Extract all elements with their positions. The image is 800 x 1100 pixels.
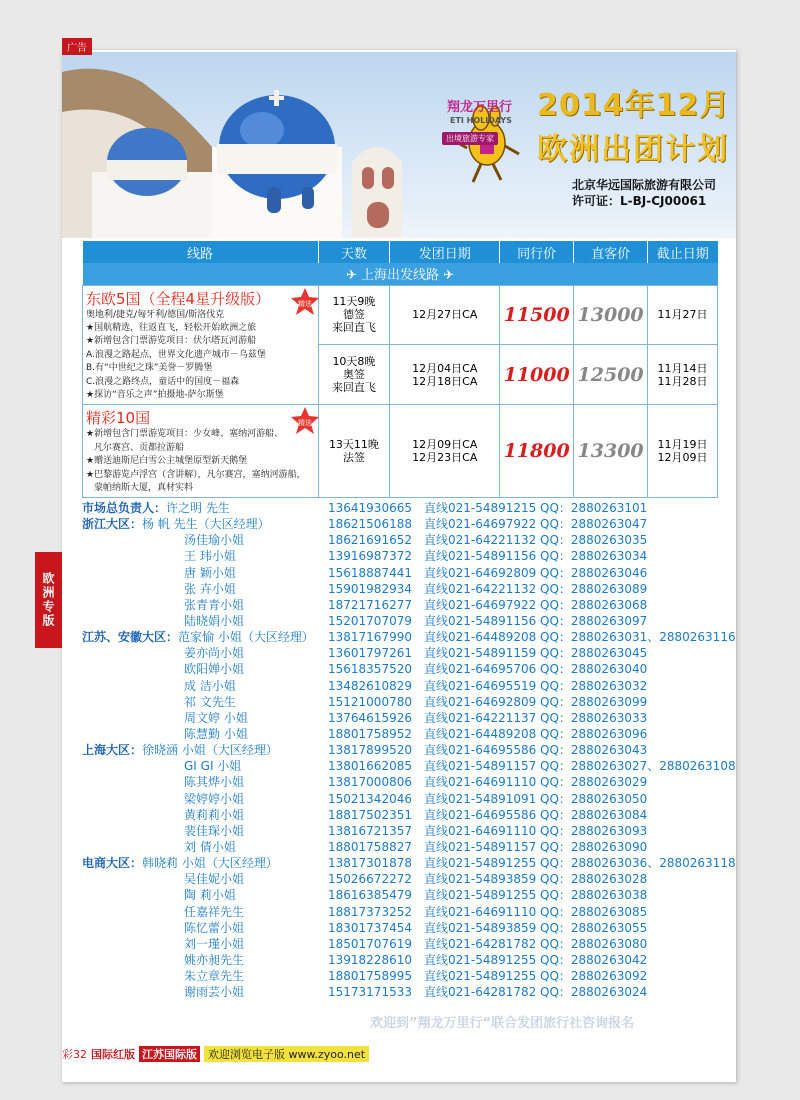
contact-name: 汤佳瑜小姐 [184, 533, 245, 548]
contact-name: 梁婷婷小姐 [184, 791, 245, 806]
contact-phone: 18817373252 [328, 904, 412, 919]
featured-badge-icon [290, 407, 320, 435]
plane-icon: ✈ [439, 268, 455, 284]
contact-phone: 15618887441 [328, 565, 412, 580]
section-header [83, 263, 718, 285]
contact-qq: QQ：2880263027、2880263108 [540, 759, 736, 774]
col-peer-price: 同行价 [500, 241, 574, 263]
contact-phone: 13801662085 [328, 759, 412, 774]
deadline-cell: 11月27日 [648, 285, 718, 345]
welcome-text: 欢迎到”翔龙万里行“联合发团旅行社咨询报名 [370, 1016, 635, 1031]
route-desc-line: ★国航精选，往返直飞，轻松开始欧洲之旅 [86, 322, 257, 333]
contact-direct-line: 直线021-54893859 [424, 920, 537, 935]
contact-phone: 13916987372 [328, 549, 412, 564]
deadline-cell: 11月14日 11月28日 [648, 345, 718, 405]
contact-direct-line: 直线021-54891157 [424, 839, 537, 854]
contact-row [82, 645, 732, 661]
contact-phone: 18501707619 [328, 936, 412, 951]
contact-direct-line: 直线021-54891159 [424, 646, 537, 661]
col-deadline: 截止日期 [648, 241, 718, 263]
contact-qq: QQ：2880263042 [540, 952, 648, 967]
contact-phone: 15618357520 [328, 662, 412, 677]
contact-row [82, 936, 732, 952]
contact-phone: 13817301878 [328, 856, 412, 871]
departure-cell: 12月04日CA 12月18日CA [390, 345, 500, 405]
contact-row [82, 661, 732, 677]
contact-qq: QQ：2880263028 [540, 872, 648, 887]
contact-phone: 13482610829 [328, 678, 412, 693]
contact-phone: 13817167990 [328, 630, 412, 645]
contact-direct-line: 直线021-54891156 [424, 613, 537, 628]
contact-name: 吴佳妮小姐 [184, 872, 245, 887]
license-number: 许可证：L-BJ-CJ00061 [572, 194, 707, 208]
route-desc-line: 蒙帕纳斯大厦，真材实料 [94, 482, 194, 493]
contact-name: 任嘉祥先生 [184, 904, 245, 919]
contact-row [82, 871, 732, 887]
contact-phone: 15021342046 [328, 791, 412, 806]
contact-direct-line: 直线021-64281782 [424, 985, 537, 1000]
peer-price: 11500 [500, 285, 574, 345]
contact-name: 祁 文先生 [184, 694, 236, 709]
contact-direct-line: 直线021-54891255 [424, 888, 537, 903]
contact-direct-line: 直线021-54893859 [424, 872, 537, 887]
contact-qq: QQ：2880263089 [540, 581, 648, 596]
contact-name: 张 卉小姐 [184, 581, 236, 596]
contact-phone: 13817899520 [328, 743, 412, 758]
sidebar-label: 欧洲专版 [35, 552, 62, 648]
contact-row [82, 694, 732, 710]
contact-qq: QQ：2880263040 [540, 662, 648, 677]
contact-name: 陶 莉小姐 [184, 888, 236, 903]
contact-row [82, 823, 732, 839]
contact-direct-line: 直线021-64691110 [424, 904, 537, 919]
contact-direct-line: 直线021-64692809 [424, 694, 537, 709]
contact-name: 张青青小姐 [184, 597, 245, 612]
contact-phone: 15173171533 [328, 985, 412, 1000]
contact-name: 陆晓娟小姐 [184, 613, 245, 628]
contact-name: 成 洁小姐 [184, 678, 236, 693]
route-name: 精彩10国 [86, 409, 151, 428]
region-manager-label: 浙江大区：杨 帆 先生（大区经理） [82, 517, 270, 532]
contact-row [82, 532, 732, 548]
deadline-cell: 11月19日 12月09日 [648, 405, 718, 498]
route-desc-line: ★赠送迪斯尼白雪公主城堡原型新天鹅堡 [86, 456, 248, 467]
departure-cell: 12月27日CA [390, 285, 500, 345]
page-number: 彩32 [62, 1048, 87, 1061]
contact-direct-line: 直线021-64695706 [424, 662, 537, 677]
contact-row [82, 613, 732, 629]
section-name: 国际红版 [91, 1048, 135, 1061]
days-cell: 10天8晚 奥签 来回直飞 [318, 345, 390, 405]
contact-qq: QQ：2880263032 [540, 678, 648, 693]
contact-qq: QQ：2880263047 [540, 517, 648, 532]
contact-direct-line: 直线021-64281782 [424, 936, 537, 951]
contact-phone: 18621506188 [328, 517, 412, 532]
contact-row [82, 984, 732, 1000]
contact-qq: QQ：2880263101 [540, 501, 648, 515]
contact-name: 刘一瑾小姐 [184, 936, 245, 951]
peer-price: 11000 [500, 345, 574, 405]
contact-qq: QQ：2880263084 [540, 807, 648, 822]
contact-row [82, 839, 732, 855]
route-desc-line: ★新增包含门票游览项目：伏尔塔瓦河游船 [86, 336, 257, 347]
region-manager-label: 电商大区：韩晓莉 小姐（大区经理） [82, 856, 278, 871]
contact-row [82, 791, 732, 807]
table-row [83, 405, 718, 498]
contact-qq: QQ：2880263068 [540, 597, 648, 612]
featured-badge-icon [290, 288, 320, 316]
contact-row [82, 678, 732, 694]
contact-name: 姚亦昶先生 [184, 952, 245, 967]
region-manager-label: 上海大区：徐晓涵 小姐（大区经理） [82, 743, 278, 758]
contact-row [82, 807, 732, 823]
contact-direct-line: 直线021-64692809 [424, 565, 537, 580]
contact-qq: QQ：2880263038 [540, 888, 648, 903]
contact-qq: QQ：2880263033 [540, 710, 648, 725]
days-cell: 13天11晚 法签 [318, 405, 390, 498]
contact-phone: 18801758827 [328, 839, 412, 854]
retail-price: 12500 [574, 345, 648, 405]
contact-direct-line: 直线021-64489208 [424, 726, 537, 741]
days-cell: 11天9晚 德签 来回直飞 [318, 285, 390, 345]
brand-name-en: ETI HOLIDAYS [450, 116, 512, 125]
contact-phone: 18801758995 [328, 969, 412, 984]
contact-row [82, 952, 732, 968]
contact-direct-line: 直线021-64221132 [424, 581, 537, 596]
contact-phone: 18621691652 [328, 533, 412, 548]
contact-name: 朱立章先生 [184, 969, 245, 984]
route-desc-line: 凡尔赛宫、贡都拉游船 [94, 442, 185, 453]
retail-price: 13000 [574, 285, 648, 345]
departure-cell: 12月09日CA 12月23日CA [390, 405, 500, 498]
website-link[interactable]: 欢迎浏览电子版 www.zyoo.net [204, 1046, 369, 1062]
contact-direct-line: 直线021-64691110 [424, 775, 537, 790]
contact-name: 陈忆蕾小姐 [184, 920, 245, 935]
route-desc-line: ★巴黎游览卢浮宫（含讲解），凡尔赛宫，塞纳河游船， [86, 469, 306, 480]
route-desc-line: ★新增包含门票游览项目：少女峰、塞纳河游船、 [86, 429, 284, 440]
ad-tag: 广告 [62, 38, 92, 55]
contact-direct-line: 直线021-64691110 [424, 823, 537, 838]
contact-name: 刘 倩小姐 [184, 839, 236, 854]
contact-direct-line: 直线021-64695586 [424, 807, 537, 822]
route-cell [83, 405, 319, 498]
contact-qq: QQ：2880263024 [540, 985, 648, 1000]
contact-row [82, 855, 736, 871]
brand-slogan: 出境旅游专家 [442, 132, 498, 145]
company-name: 北京华远国际旅游有限公司 [572, 178, 717, 192]
route-desc-line: C.浪漫之路终点，童话中的国度－福森 [86, 376, 240, 387]
contact-row [82, 904, 732, 920]
contact-phone: 13918228610 [328, 952, 412, 967]
contact-qq: QQ：2880263085 [540, 904, 648, 919]
contact-qq: QQ：2880263090 [540, 839, 648, 854]
contact-row [82, 968, 732, 984]
contact-name: 姜亦尚小姐 [184, 646, 245, 661]
contact-qq: QQ：2880263036、2880263118 [540, 856, 736, 871]
contact-row [82, 565, 732, 581]
contact-qq: QQ：2880263046 [540, 565, 648, 580]
contact-qq: QQ：2880263031、2880263116 [540, 630, 736, 645]
contact-direct-line: 直线021-54891255 [424, 969, 537, 984]
contact-name: 陈其烨小姐 [184, 775, 245, 790]
route-desc-line: A.浪漫之路起点，世界文化遗产城市－乌兹堡 [86, 349, 266, 360]
contact-direct-line: 直线021-54891255 [424, 856, 537, 871]
contact-name: 陈慧勤 小姐 [184, 726, 248, 741]
contact-phone: 13817000806 [328, 775, 412, 790]
contact-phone: 15901982934 [328, 581, 412, 596]
contact-qq: QQ：2880263045 [540, 646, 648, 661]
route-table [82, 241, 718, 498]
col-retail-price: 直客价 [574, 241, 648, 263]
route-desc-line: B.有“中世纪之珠”美誉－罗腾堡 [86, 363, 213, 374]
contact-direct-line: 直线021-64697922 [424, 597, 537, 612]
contact-row [82, 597, 732, 613]
route-desc-line: ★探访“音乐之声”拍摄地-萨尔斯堡 [86, 389, 224, 400]
table-row [83, 285, 718, 345]
contact-phone: 18721716277 [328, 597, 412, 612]
contact-phone: 13641930665 [328, 501, 412, 515]
contact-phone: 15026672272 [328, 872, 412, 887]
section-title: 上海出发线路 [360, 268, 439, 284]
contact-row [82, 500, 732, 516]
contact-name: 黄莉莉小姐 [184, 807, 245, 822]
contact-row [82, 710, 732, 726]
contact-qq: QQ：2880263092 [540, 969, 648, 984]
contact-phone: 13764615926 [328, 710, 412, 725]
contact-direct-line: 直线021-54891215 [424, 501, 537, 515]
contact-direct-line: 直线021-54891255 [424, 952, 537, 967]
contact-row [82, 758, 736, 774]
contact-qq: QQ：2880263099 [540, 694, 648, 709]
contact-name: 裴佳琛小姐 [184, 823, 245, 838]
peer-price: 11800 [500, 405, 574, 498]
contact-direct-line: 直线021-54891156 [424, 549, 537, 564]
contact-phone: 15121000780 [328, 694, 412, 709]
contact-qq: QQ：2880263096 [540, 726, 648, 741]
contact-qq: QQ：2880263093 [540, 823, 648, 838]
contact-qq: QQ：2880263055 [540, 920, 648, 935]
contact-phone: 18817502351 [328, 807, 412, 822]
contact-row [82, 774, 732, 790]
contact-direct-line: 直线021-54891157 [424, 759, 537, 774]
contact-phone: 13601797261 [328, 646, 412, 661]
contact-direct-line: 直线021-54891091 [424, 791, 537, 806]
contact-qq: QQ：2880263097 [540, 613, 648, 628]
contact-direct-line: 直线021-64695519 [424, 678, 537, 693]
contact-name: 谢雨芸小姐 [184, 985, 245, 1000]
contact-qq: QQ：2880263035 [540, 533, 648, 548]
contact-qq: QQ：2880263050 [540, 791, 648, 806]
contact-direct-line: 直线021-64695586 [424, 743, 537, 758]
contact-phone: 15201707079 [328, 613, 412, 628]
hero-banner [62, 52, 736, 238]
title-month: 2014年12月 [537, 88, 731, 123]
contact-qq: QQ：2880263043 [540, 743, 648, 758]
contact-direct-line: 直线021-64489208 [424, 630, 537, 645]
route-desc-line: 奥地利/捷克/匈牙利/德国/斯洛伐克 [86, 309, 225, 320]
route-cell [83, 285, 319, 405]
title-plan: 欧洲出团计划 [537, 132, 729, 167]
brand-name-cn: 翔龙万里行 [447, 100, 513, 115]
contact-row [82, 887, 732, 903]
col-departure: 发团日期 [390, 241, 500, 263]
contact-row [82, 548, 732, 564]
region-manager-label: 市场总负责人：许之明 先生 [82, 501, 230, 515]
contact-name: GI GI 小姐 [184, 759, 242, 774]
contact-name: 周文婷 小姐 [184, 710, 248, 725]
contact-name: 王 玮小姐 [184, 549, 236, 564]
contact-phone: 18616385479 [328, 888, 412, 903]
region-manager-label: 江苏、安徽大区：范家愉 小姐（大区经理） [82, 630, 314, 645]
contact-qq: QQ：2880263034 [540, 549, 648, 564]
contact-direct-line: 直线021-64221137 [424, 710, 537, 725]
retail-price: 13300 [574, 405, 648, 498]
contact-row [82, 629, 736, 645]
contact-name: 欧阳婵小姐 [184, 662, 245, 677]
contact-direct-line: 直线021-64221132 [424, 533, 537, 548]
contact-row [82, 726, 732, 742]
route-name: 东欧5国（全程4星升级版） [86, 289, 271, 308]
contact-qq: QQ：2880263029 [540, 775, 648, 790]
contact-direct-line: 直线021-64697922 [424, 517, 537, 532]
edition-badge: 江苏国际版 [139, 1046, 200, 1062]
contact-phone: 18301737454 [328, 920, 412, 935]
contact-row [82, 742, 732, 758]
contact-phone: 18801758952 [328, 726, 412, 741]
contact-qq: QQ：2880263080 [540, 936, 648, 951]
svg-text:精选: 精选 [297, 299, 312, 308]
contact-name: 唐 颖小姐 [184, 565, 236, 580]
contact-list [82, 500, 736, 1000]
contact-row [82, 581, 732, 597]
contact-row [82, 920, 732, 936]
col-route: 线路 [83, 241, 319, 263]
contact-phone: 13816721357 [328, 823, 412, 838]
footer [62, 1046, 369, 1062]
plane-icon: ✈ [345, 268, 361, 284]
contact-row [82, 516, 732, 532]
svg-text:精选: 精选 [297, 419, 312, 428]
col-days: 天数 [318, 241, 390, 263]
